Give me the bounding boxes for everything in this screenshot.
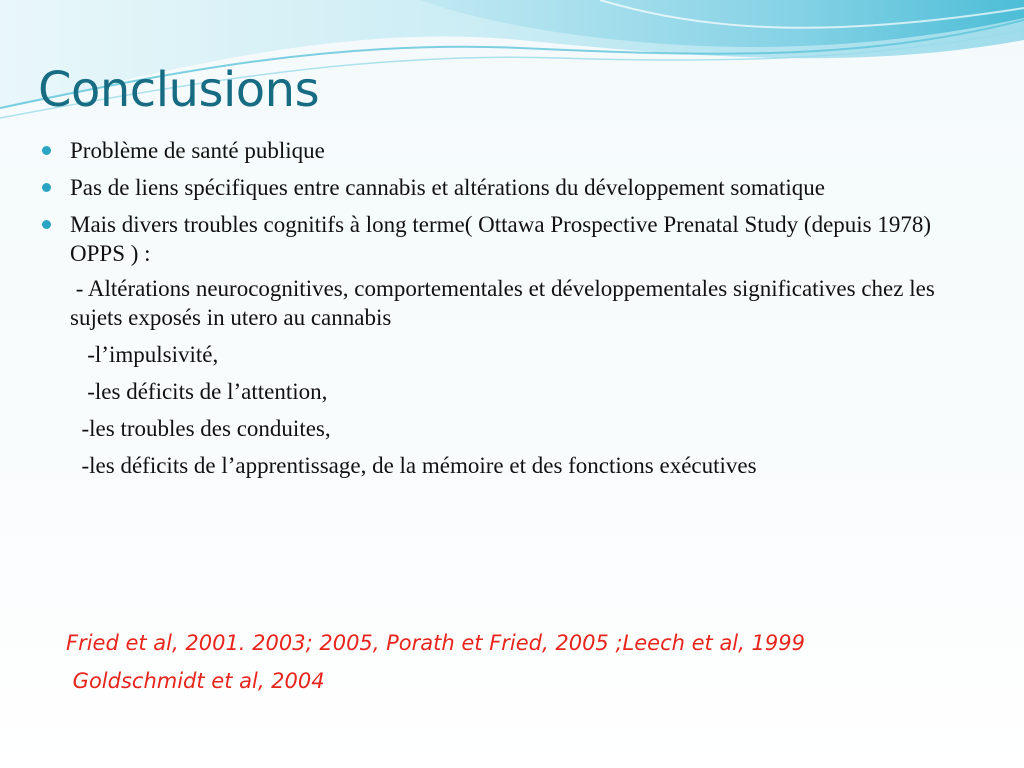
bullet-text: Mais divers troubles cognitifs à long terme( Ottawa Prospective Prenatal Study (depuis 1978) OPPS ) :	[70, 212, 932, 266]
references	[66, 624, 805, 700]
bullet-dot-icon	[42, 183, 51, 192]
slide-title: Conclusions	[38, 62, 320, 118]
bullet-item	[40, 173, 960, 202]
subpoint-text: -l’impulsivité,	[70, 342, 219, 367]
bullet-item	[40, 210, 960, 268]
reference-line: Goldschmidt et al, 2004	[66, 669, 325, 693]
bullet-dot-icon	[42, 146, 51, 155]
subpoint-text: -les troubles des conduites,	[70, 416, 331, 441]
subpoint-text: -les déficits de l’attention,	[70, 379, 328, 404]
reference-line: Fried et al, 2001. 2003; 2005, Porath et Fried, 2005 ;Leech et al, 1999	[66, 631, 805, 655]
subpoint-text: - Altérations neurocognitives, comportementales et développementales significatives chez les sujets exposés in utero au cannabis	[70, 276, 941, 330]
subpoint-text: -les déficits de l’apprentissage, de la mémoire et des fonctions exécutives	[70, 453, 757, 478]
bullet-text: Problème de santé publique	[70, 138, 325, 163]
bullet-text: Pas de liens spécifiques entre cannabis et altérations du développement somatique	[70, 175, 825, 200]
slide-body	[40, 136, 960, 488]
bullet-item	[40, 136, 960, 165]
bullet-dot-icon	[42, 220, 51, 229]
